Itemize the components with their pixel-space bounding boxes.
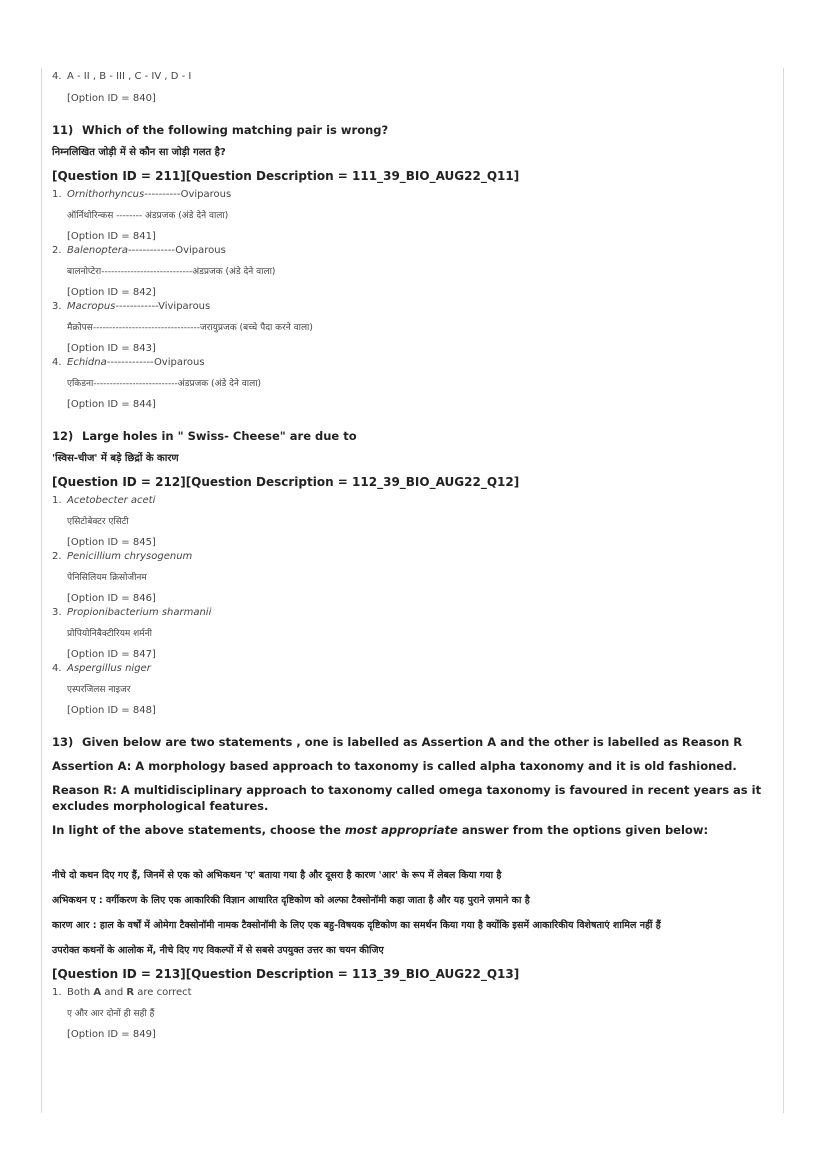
- left-margin-rule: [41, 68, 42, 1113]
- option-number: 4.: [52, 357, 62, 368]
- option-hindi: एकिडना--------------------------अंडप्रजक (अंडे देने वाला): [67, 379, 262, 389]
- reason-statement: Reason R: A multidisciplinary approach to taxonomy called omega taxonomy is favoured in recent years as it excludes morphological features.: [52, 783, 762, 813]
- option-id: [Option ID = 843]: [67, 343, 156, 354]
- option-text-part: and: [101, 987, 127, 998]
- hindi-intro: नीचे दो कथन दिए गए हैं, जिनमें से एक को अभिकथन 'ए' बताया गया है और दूसरा है कारण 'आर' के रूप में लेबल किया गया है: [52, 870, 502, 881]
- option-text: [67, 356, 780, 370]
- option-number: 3.: [52, 607, 62, 618]
- question-title: [52, 122, 780, 138]
- species-name: Ornithorhyncus: [67, 189, 145, 200]
- option-text: [67, 188, 780, 202]
- question-number: 12): [52, 429, 74, 443]
- option-number: 4.: [52, 71, 62, 82]
- question-text: Large holes in " Swiss- Cheese" are due to: [82, 429, 357, 443]
- assertion-statement: Assertion A: A morphology based approach to taxonomy is called alpha taxonomy and it is old fashioned.: [52, 759, 737, 773]
- question-hindi: 'स्विस-चीज' में बड़े छिद्रों के कारण: [52, 453, 179, 464]
- instruction-emphasis: most appropriate: [344, 823, 458, 837]
- question-text: Given below are two statements , one is labelled as Assertion A and the other is labelled as Reason R: [82, 735, 743, 749]
- hindi-assertion: अभिकथन ए : वर्गीकरण के लिए एक आकारिकी विज्ञान आधारित दृष्टिकोण को अल्फा टैक्सोनॉमी कहा जाता है और यह पुराने ज़माने का है: [52, 895, 530, 906]
- option-number: 2.: [52, 245, 62, 256]
- question-title: [52, 428, 780, 444]
- option-number: 2.: [52, 551, 62, 562]
- species-name: Balenoptera: [67, 245, 129, 256]
- option-row: [52, 244, 780, 258]
- option-row: [52, 70, 780, 84]
- option-text: [67, 244, 780, 258]
- species-name: Echidna: [67, 357, 107, 368]
- option-hindi: एसिटोबेक्टर एसिटी: [67, 517, 129, 527]
- reason-letter: R: [126, 987, 135, 998]
- option-id: [Option ID = 845]: [67, 537, 156, 548]
- option-hindi: बालनोप्टेरा----------------------------अंडप्रजक (अंडे देने वाला): [67, 267, 276, 277]
- question-meta: [Question ID = 213][Question Description = 113_39_BIO_AUG22_Q13]: [52, 967, 520, 981]
- hindi-reason: कारण आर : हाल के वर्षों में ओमेगा टैक्सोनॉमी नामक टैक्सोनॉमी के लिए एक बहु-विषयक दृष्टिकोण का समर्थन किया गया है क्योंकि इसमें आकारिकीय विशेषताएं शामिल नहीं हैं: [52, 920, 661, 931]
- option-id: [Option ID = 848]: [67, 705, 156, 716]
- option-text-part: are correct: [134, 987, 192, 998]
- right-margin-rule: [783, 68, 784, 1113]
- option-hindi: मैक्रोपस---------------------------------जरायुप्रजक (बच्चे पैदा करने वाला): [67, 323, 313, 333]
- option-suffix: -------------Oviparous: [128, 245, 226, 256]
- question-title: [52, 734, 780, 750]
- option-number: 1.: [52, 189, 62, 200]
- option-text: [67, 300, 780, 314]
- option-number: 1.: [52, 987, 62, 998]
- option-row: [52, 606, 780, 620]
- instruction-post: answer from the options given below:: [457, 823, 709, 837]
- species-name: Acetobecter aceti: [67, 495, 156, 506]
- option-row: [52, 986, 780, 1000]
- option-row: [52, 300, 780, 314]
- option-text-part: Both: [67, 987, 94, 998]
- option-row: [52, 356, 780, 370]
- option-row: [52, 188, 780, 202]
- option-row: [52, 494, 780, 508]
- species-name: Macropus: [67, 301, 116, 312]
- option-text: A - II , B - III , C - IV , D - I: [67, 71, 192, 82]
- hindi-instruction: उपरोक्त कथनों के आलोक में, नीचे दिए गए विकल्पों में से सबसे उपयुक्त उत्तर का चयन कीजिए: [52, 945, 384, 956]
- species-name: Propionibacterium sharmanii: [67, 607, 212, 618]
- option-id: [Option ID = 844]: [67, 399, 156, 410]
- question-number: 11): [52, 123, 74, 137]
- option-number: 3.: [52, 301, 62, 312]
- option-text: [67, 986, 780, 1000]
- instruction-pre: In light of the above statements, choose the: [52, 823, 345, 837]
- option-id: [Option ID = 842]: [67, 287, 156, 298]
- question-meta: [Question ID = 212][Question Description = 112_39_BIO_AUG22_Q12]: [52, 475, 520, 489]
- option-hindi: एस्परजिलस नाइजर: [67, 685, 131, 695]
- option-suffix: ----------Oviparous: [144, 189, 232, 200]
- document-body: [52, 70, 780, 1042]
- option-hindi: प्रोपियोनिबैक्टीरियम शर्मनी: [67, 629, 152, 639]
- option-suffix: -------------Oviparous: [106, 357, 205, 368]
- option-id: [Option ID = 847]: [67, 649, 156, 660]
- option-suffix: ------------Viviparous: [115, 301, 211, 312]
- option-id: [Option ID = 841]: [67, 231, 156, 242]
- question-hindi: निम्नलिखित जोड़ी में से कौन सा जोड़ी गलत है?: [52, 147, 226, 158]
- species-name: Aspergillus niger: [67, 663, 151, 674]
- assertion-letter: A: [93, 987, 102, 998]
- question-text: Which of the following matching pair is wrong?: [82, 123, 389, 137]
- option-number: 4.: [52, 663, 62, 674]
- option-number: 1.: [52, 495, 62, 506]
- question-number: 13): [52, 735, 74, 749]
- option-id: [Option ID = 840]: [67, 93, 156, 104]
- option-row: [52, 662, 780, 676]
- option-hindi: ऑर्निथोरिन्कस -------- अंडप्रजक (अंडे देने वाला): [67, 211, 229, 221]
- instruction-text: [52, 822, 780, 838]
- option-row: [52, 550, 780, 564]
- option-id: [Option ID = 846]: [67, 593, 156, 604]
- option-hindi: पेनिसिलियम क्रिसोजीनम: [67, 573, 147, 583]
- option-id: [Option ID = 849]: [67, 1029, 156, 1040]
- option-hindi: ए और आर दोनों ही सही हैं: [67, 1009, 155, 1019]
- question-meta: [Question ID = 211][Question Description = 111_39_BIO_AUG22_Q11]: [52, 169, 520, 183]
- species-name: Penicillium chrysogenum: [67, 551, 193, 562]
